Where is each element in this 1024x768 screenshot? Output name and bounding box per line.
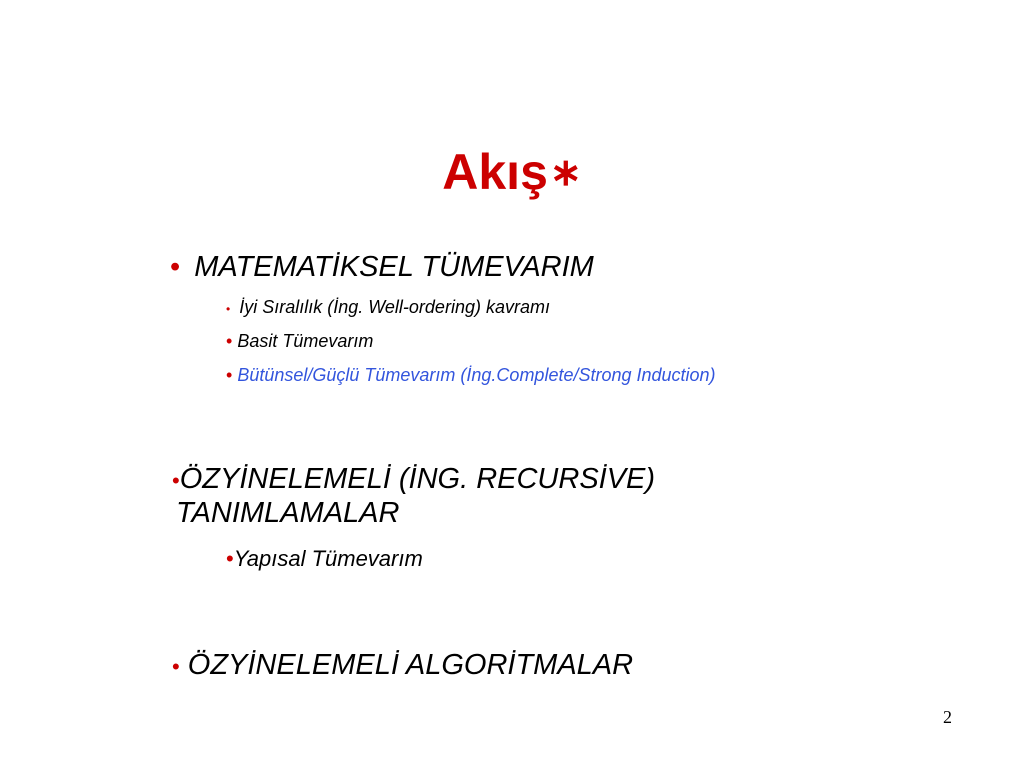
- sub-item-1-2-label: Basit Tümevarım: [237, 331, 374, 351]
- bullet-item-2-label: ÖZYİNELEMELİ (İNG. RECURSİVE): [179, 463, 656, 495]
- sub-item-1-1: [226, 296, 550, 320]
- sub-item-1-2: [226, 330, 373, 352]
- bullet-item-1-label: MATEMATİKSEL TÜMEVARIM: [194, 251, 594, 283]
- title-asterisk: ∗: [549, 152, 582, 194]
- bullet-item-2-line2: [176, 496, 399, 530]
- bullet-dot: •: [172, 654, 180, 679]
- bullet-dot: •: [226, 546, 234, 571]
- sub-item-1-3: [226, 364, 716, 386]
- page-number: 2: [943, 707, 952, 727]
- bullet-dot: •: [226, 302, 231, 316]
- bullet-item-3-label: ÖZYİNELEMELİ ALGORİTMALAR: [187, 649, 634, 681]
- bullet-dot: •: [170, 251, 181, 283]
- bullet-item-1: [170, 250, 594, 284]
- title-text: Akış: [442, 144, 548, 200]
- sub-item-1-3-label: Bütünsel/Güçlü Tümevarım (İng.Complete/Strong Induction): [237, 365, 716, 385]
- bullet-dot: •: [172, 468, 180, 493]
- bullet-item-3: [172, 648, 633, 684]
- bullet-item-2-label-line2: TANIMLAMALAR: [176, 497, 400, 529]
- slide-title: [0, 140, 1024, 205]
- sub-item-2-1: [226, 546, 423, 572]
- bullet-dot: •: [226, 331, 233, 351]
- bullet-item-2: [172, 462, 655, 498]
- bullet-dot: •: [226, 365, 233, 385]
- sub-item-2-1-label: Yapısal Tümevarım: [233, 546, 423, 571]
- sub-item-1-1-label: İyi Sıralılık (İng. Well-ordering) kavramı: [239, 297, 550, 317]
